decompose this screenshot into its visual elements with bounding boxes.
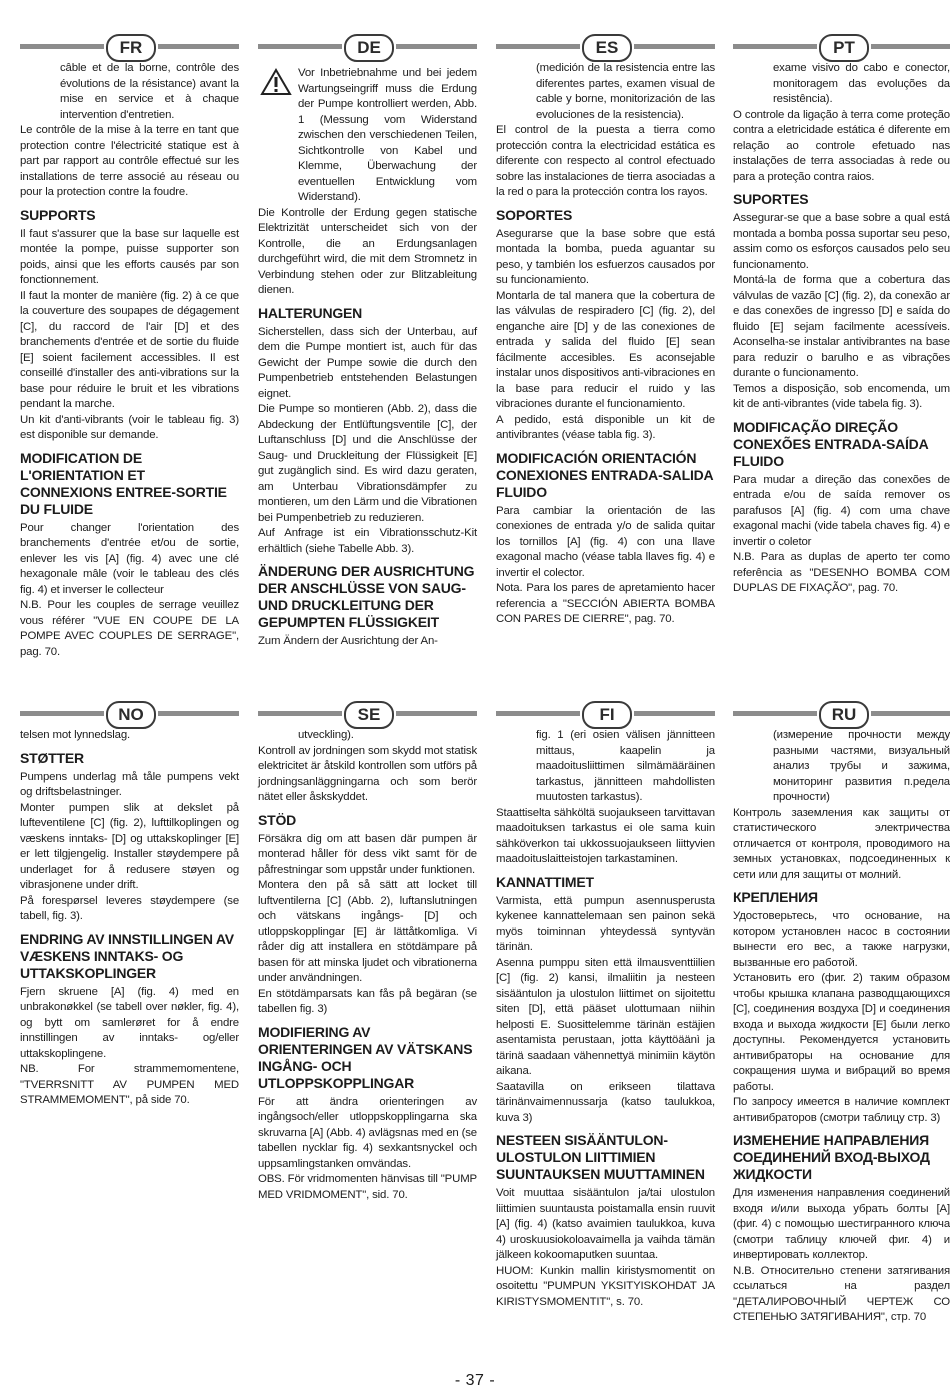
paragraph: N.B. Para as duplas de aperto ter como referência as "DESENHO BOMBA COM DUPLAS DE FIXAÇÃO", pag. 70.	[733, 551, 950, 594]
paragraph: Asegurarse que la base sobre que está montada la bomba, pueda aguantar su peso, y también los esfuerzos causados por su funcionamiento.	[496, 227, 715, 286]
paragraph: NB. For strammemomentene, "TVERRSNITT AV PUMPEN MED STRAMMEMOMENT", på side 70.	[20, 1063, 239, 1106]
paragraph: A pedido, está disponible un kit de antivibrantes (véase tabla fig. 3).	[496, 413, 715, 441]
paragraph: Il faut la monter de manière (fig. 2) à ce que la couverture des soupapes de dégagement [C], du raccord de l'air [D] et des branchements d'entrée et de sortie du fluide [E] soient facilement accessibles. Il est conseillé d'installer des anti-vibrations sur la base pour réduire le bruit et les vibrations pendant la marche.	[20, 289, 239, 410]
paragraph: Un kit d'anti-vibrants (voir le tableau fig. 3) est disponible sur demande.	[20, 413, 239, 441]
section-heading: MODIFIERING AV ORIENTERINGEN AV VÄTSKANS INGÅNG- OCH UTLOPPSKOPPLINGAR	[258, 1023, 473, 1091]
section-heading: SOPORTES	[496, 206, 573, 223]
paragraph: Assegurar-se que a base sobre a qual está montada a bomba possa suportar seu peso, assim como os esforços causados pelo seu funcionamento.	[733, 212, 950, 271]
section-heading: SUPORTES	[733, 191, 809, 207]
paragraph: Pour changer l'orientation des branchements d'entrée et/ou de sortie, enlever les vis [A] (fig. 4) avec une clé hexagonale mâle (voir le tableau des clés fig. 4) et inverser le collecteur	[20, 521, 239, 596]
section-heading: HALTERUNGEN	[258, 304, 363, 321]
section-heading: KANNATTIMET	[496, 873, 594, 890]
section-header-ru	[733, 701, 950, 727]
paragraph: exame visivo do cabo e conector, monitoragem das evoluções da resistência).	[773, 62, 950, 105]
lang-badge-fr: FR	[106, 34, 156, 62]
section-header-fi	[496, 701, 715, 727]
paragraph: Установить его (фиг. 2) таким образом чтобы крышка клапана разводщающихся [C], соединения воздуха [D] и соединения входа и выхода жидкости [E] были легко доступны. Рекомендуется установить антивибраторы на основание для сокращения шума и вибраций во время работы.	[733, 972, 950, 1093]
warning-note	[258, 66, 477, 206]
page-number: - 37 -	[454, 1372, 496, 1389]
lang-badge-pt: PT	[819, 34, 869, 62]
paragraph: Zum Ändern der Ausrichtung der An-	[258, 635, 438, 647]
paragraph: Sicherstellen, dass sich der Unterbau, auf dem die Pumpe montiert ist, auch für das Gewicht der Pumpe sowie die durch den Pumpenbetrieb entstehenden Belastungen eignet.	[258, 325, 477, 400]
paragraph: Pumpens underlag må tåle pumpens vekt og driftsbelastninger.	[20, 770, 239, 798]
paragraph: fig. 1 (eri osien välisen jännitteen mittaus, kaapelin ja maadoitusliittimen silmämääräinen tarkastus, jännitteen mahdollisten muutosten tarkastus).	[536, 729, 715, 803]
lang-badge-fi: FI	[582, 701, 632, 729]
paragraph: Monter pumpen slik at dekslet på lufteventilene [C] (fig. 2), lufttilkoplingen og væskens inntaks- [D] og uttakskoplinger [E] er lett tilgjengelig. Installer støydempere på underlaget for å redusere støyen og vibrasjonene under drift.	[20, 801, 239, 891]
paragraph: Die Pumpe so montieren (Abb. 2), dass die Abdeckung der Entlüftungsventile [C], der Luftanschluss [D] und die Anschlüsse der Saug- und Druckleitung der Flüssigkeit [E] gut zugänglich sind. Es wird dazu geraten, am Unterbau Vibrationsdämpfer zu montieren, um den Lärm und die Vibrationen bei Pumpenbetrieb zu reduzieren.	[258, 403, 477, 524]
section-header-es	[496, 34, 715, 60]
paragraph: Для изменения направления соединений входя и/или выхода убрать болты [A] (фиг. 4) с помощью шестигранного ключа (смотри таблицу ключей фиг. 4) и инвертировать коллектор.	[733, 1187, 950, 1261]
warning-text: Vor Inbetriebnahme und bei jedem Wartungseingriff muss die Erdung der Pumpe kontrolliert werden, Abb. 1 (Messung vom Widerstand zwischen den verschiedenen Teilen, Sichtkontrolle von Kabel und Klemme, Überwachung der eventuellen Entwicklung vom Widerstand).	[298, 67, 477, 203]
paragraph: Voit muuttaa sisääntulon ja/tai ulostulon liittimien suuntausta poistamalla ensin ruuvit [A] (fig. 4) (katso avaimien taulukkoa, kuva 4) uroskuusiokoloavaimella ja vaihda tämän jälkeen kokoomaputken suuntaa.	[496, 1187, 715, 1261]
section-header-fr	[20, 34, 239, 60]
section-header-de	[258, 34, 477, 60]
paragraph: Контроль заземления как защиты от статистического электричества отличается от контроля, проводимого на земных установках, подсоединенных к сети или для защиты от молний.	[733, 806, 950, 881]
paragraph: Il faut s'assurer que la base sur laquelle est montée la pompe, puisse supporter son poids, ainsi que les efforts causés par son fonctionnement.	[20, 227, 239, 286]
paragraph: Die Kontrolle der Erdung gegen statische Elektrizität unterscheidet sich von der Kontrolle, die an Erdungsanlagen durchgeführt wird, die mit dem Stromnetz in Verbindung stehen oder zur Blitzableitung dienen.	[258, 206, 477, 296]
paragraph: O controle da ligação à terra come proteção contra a eletricidade estática é diferente em relação ao controle efetuado nas instalações de terra associadas à rede ou para a proteção contra raios.	[733, 108, 950, 183]
section-heading: STØTTER	[20, 749, 84, 766]
paragraph: OBS. För vridmomenten hänvisas till "PUMP MED VRIDMOMENT", sid. 70.	[258, 1173, 477, 1201]
section-header-pt	[733, 34, 950, 60]
paragraph: Varmista, että pumpun asennusperusta kykenee kannattelemaan sen painon sekä myös toiminnan yhteydessä syntyvän tärinän.	[496, 894, 715, 953]
warning-icon	[260, 68, 292, 96]
column-no	[20, 728, 239, 1109]
paragraph: Montá-la de forma que a cobertura das válvulas de vazão [C] (fig. 2), da conexão ar e das conexões de ingresso [D] e saída do fluido [E] sejam facilmente acessíveis. Aconselha-se instalar antivibrantes na base para reduzir o barulho e as vibrações durante o funcionamento.	[733, 274, 950, 379]
paragraph: Удостоверьтесь, что основание, на котором установлен насос в состоянии вынести его вес, а также нагрузки, вызванные его работой.	[733, 910, 950, 969]
section-header-se	[258, 701, 477, 727]
column-de	[258, 66, 477, 650]
column-fr	[20, 61, 239, 660]
paragraph: På forespørsel leveres støydempere (se tabell, fig. 3).	[20, 894, 239, 922]
section-heading: ÄNDERUNG DER AUSRICHTUNG DER ANSCHLÜSSE VON SAUG- UND DRUCKLEITUNG DER GEPUMPTEN FLÜSSIGKEIT	[258, 563, 475, 630]
lang-badge-no: NO	[106, 701, 156, 729]
section-heading: ENDRING AV INNSTILLINGEN AV VÆSKENS INNTAKS- OG UTTAKSKOPLINGER	[20, 930, 234, 981]
section-header-no	[20, 701, 239, 727]
paragraph: Nota. Para los pares de apretamiento hacer referencia a "SECCIÓN ABIERTA BOMBA CON PARES DE CIERRE", pag. 70.	[496, 582, 715, 625]
paragraph: Staattiselta sähköltä suojaukseen tarvittavan maadoituksen tarkastus ei ole sama kuin sähköverkon tai ukkossuojaukseen liittyvien maadoituslaitteistojen tarkastaminen.	[496, 806, 715, 865]
paragraph: Para cambiar la orientación de las conexiones de entrada y/o de salida quitar los tornillos [A] (fig. 4) con una llave exagonal macho (véase tabla llaves fig. 4) e invertir el colector.	[496, 504, 715, 579]
paragraph: (измерение прочности между разными частями, визуальный анализ трубы и зажима, мониторинг развития п.редела прочности)	[773, 729, 950, 803]
column-se	[258, 728, 477, 1203]
section-heading: NESTEEN SISÄÄNTULON-ULOSTULON LIITTIMIEN SUUNTAUKSEN MUUTTAMINEN	[496, 1132, 705, 1182]
paragraph: El control de la puesta a tierra como protección contra la electricidad estática es diferente con respecto al control efectuado sobre las instalaciones de tierra asociadas a la red o para la protección contra los rayos.	[496, 124, 715, 198]
paragraph: HUOM: Kunkin mallin kiristysmomentit on osoitettu "PUMPUN YKSITYISKOHDAT JA KIRISTYSMOMENTIT", s. 70.	[496, 1264, 715, 1308]
paragraph: N.B. Относительно степени затягивания ссылаться на раздел "ДЕТАЛИРОВОЧНЫЙ ЧЕРТЕЖ СО СТЕПЕНЬЮ ЗАТЯГИВАНИЯ", стр. 70	[733, 1264, 950, 1323]
section-heading: STÖD	[258, 811, 297, 828]
paragraph: utveckling).	[298, 729, 354, 741]
paragraph: По запросу имеется в наличие комплект антивибраторов (смотри таблицу стр. 3)	[733, 1096, 950, 1124]
paragraph: N.B. Pour les couples de serrage veuillez vous référer "VUE EN COUPE DE LA POMPE AVEC COUPLES DE SERRAGE", pag. 70.	[20, 599, 239, 658]
lang-badge-de: DE	[344, 34, 394, 62]
paragraph: En stötdämparsats kan fås på begäran (se tabellen fig. 3)	[258, 987, 477, 1015]
section-heading: ИЗМЕНЕНИЕ НАПРАВЛЕНИЯ СОЕДИНЕНИЙ ВХОД-ВЫХОД ЖИДКОСТИ	[733, 1132, 930, 1182]
paragraph: Para mudar a direção das conexões de entrada e/ou de saída remover os parafusos [A] (fig. 4) com uma chave exagonal machi (vide tabela chaves fig. 4) e invertir o coletor	[733, 473, 950, 548]
paragraph: Montarla de tal manera que la cobertura de las válvulas de respiradero [C] (fig. 2), del enganche aire [D] y de las conexiones de entrada y salida del fluido [E] sean fácilmente accesibles. Es aconsejable instalar unos dispositivos anti-vibraciones en la base para reducir el ruido y las vibraciones durante el funcionamiento.	[496, 289, 715, 410]
lang-badge-es: ES	[582, 34, 632, 62]
column-pt	[733, 61, 950, 597]
paragraph: Kontroll av jordningen som skydd mot statisk elektricitet är åtskild kontrollen som utförs på jordningsanläggningarna och som berör nätet eller åskskyddet.	[258, 744, 477, 803]
paragraph: Fjern skruene [A] (fig. 4) med en unbrakonøkkel (se tabell over nøkler, fig. 4), og bytt om samlerøret for å endre innstillingen av inntaks- og/eller uttakskoplingene.	[20, 985, 239, 1060]
section-heading: КРЕПЛЕНИЯ	[733, 889, 818, 905]
column-fi	[496, 728, 715, 1310]
section-heading: MODIFICAÇÃO DIREÇÃO CONEXÕES ENTRADA-SAÍDA FLUIDO	[733, 418, 928, 469]
paragraph: Le contrôle de la mise à la terre en tant que protection contre l'électricité statique est à part par rapport au contrôle effectué sur les installations de terre associé au réseau ou pour la protection contre la foudre.	[20, 124, 239, 198]
column-ru	[733, 728, 950, 1326]
paragraph: câble et de la borne, contrôle des évolutions de la résistance) avant la mise en service et à chaque intervention d'entretien.	[60, 62, 239, 121]
lang-badge-ru: RU	[819, 701, 869, 729]
paragraph: telsen mot lynnedslag.	[20, 729, 131, 741]
paragraph: Auf Anfrage ist ein Vibrationsschutz-Kit erhältlich (siehe Tabelle Abb. 3).	[258, 527, 477, 555]
paragraph: Saatavilla on erikseen tilattava tärinänvaimennussarja (katso taulukkoa, kuva 3)	[496, 1080, 715, 1124]
section-heading: SUPPORTS	[20, 206, 96, 223]
paragraph: För att ändra orienteringen av ingångsoch/eller utloppskopplingarna ska skruvarna [A] (Abb. 4) avlägsnas med en (se tabellen nycklar fig. 4) sexkantsnyckel och uppsamlingstanken omvändas.	[258, 1095, 477, 1170]
section-heading: MODIFICATION DE L'ORIENTATION ET CONNEXIONS ENTREE-SORTIE DU FLUIDE	[20, 449, 227, 517]
column-es	[496, 61, 715, 628]
paragraph: Asenna pumppu siten että ilmausventtiilien [C] (fig. 2) kansi, ilmaliitin ja nesteen sisääntulon ja ulostulon liittimet on sijoitettu siten [D], että pääset ulottumaan niihin helposti E. Suosittelemme tärinän estäjien asentamista perustaan, jotta käyttöäänì ja tärinä saadaan vähennettyä minimiin käytön aikana.	[496, 956, 715, 1077]
lang-badge-se: SE	[344, 701, 394, 729]
paragraph: Temos a disposição, sob encomenda, um kit de anti-vibrantes (vide tabela fig. 3).	[733, 382, 950, 410]
section-heading: MODIFICACIÓN ORIENTACIÓN CONEXIONES ENTRADA-SALIDA FLUIDO	[496, 449, 713, 500]
paragraph: Försäkra dig om att basen där pumpen är monterad håller för dess vikt samt för de påfrestningar som uppstår under funktionen.	[258, 832, 477, 876]
paragraph: (medición de la resistencia entre las diferentes partes, examen visual de cable y borne, monitorización de las evoluciones de la resistencia).	[536, 62, 715, 121]
paragraph: Montera den på så sätt att locket till luftventilerna [C] (Abb. 2), luftanslutningen och vätskans ingångs- [D] och utloppskopplingar [E] är lättåtkomliga. Vi råder dig att installera en stötdämpare på basen för att minska ljudet och vibrationerna under användningen.	[258, 879, 477, 984]
